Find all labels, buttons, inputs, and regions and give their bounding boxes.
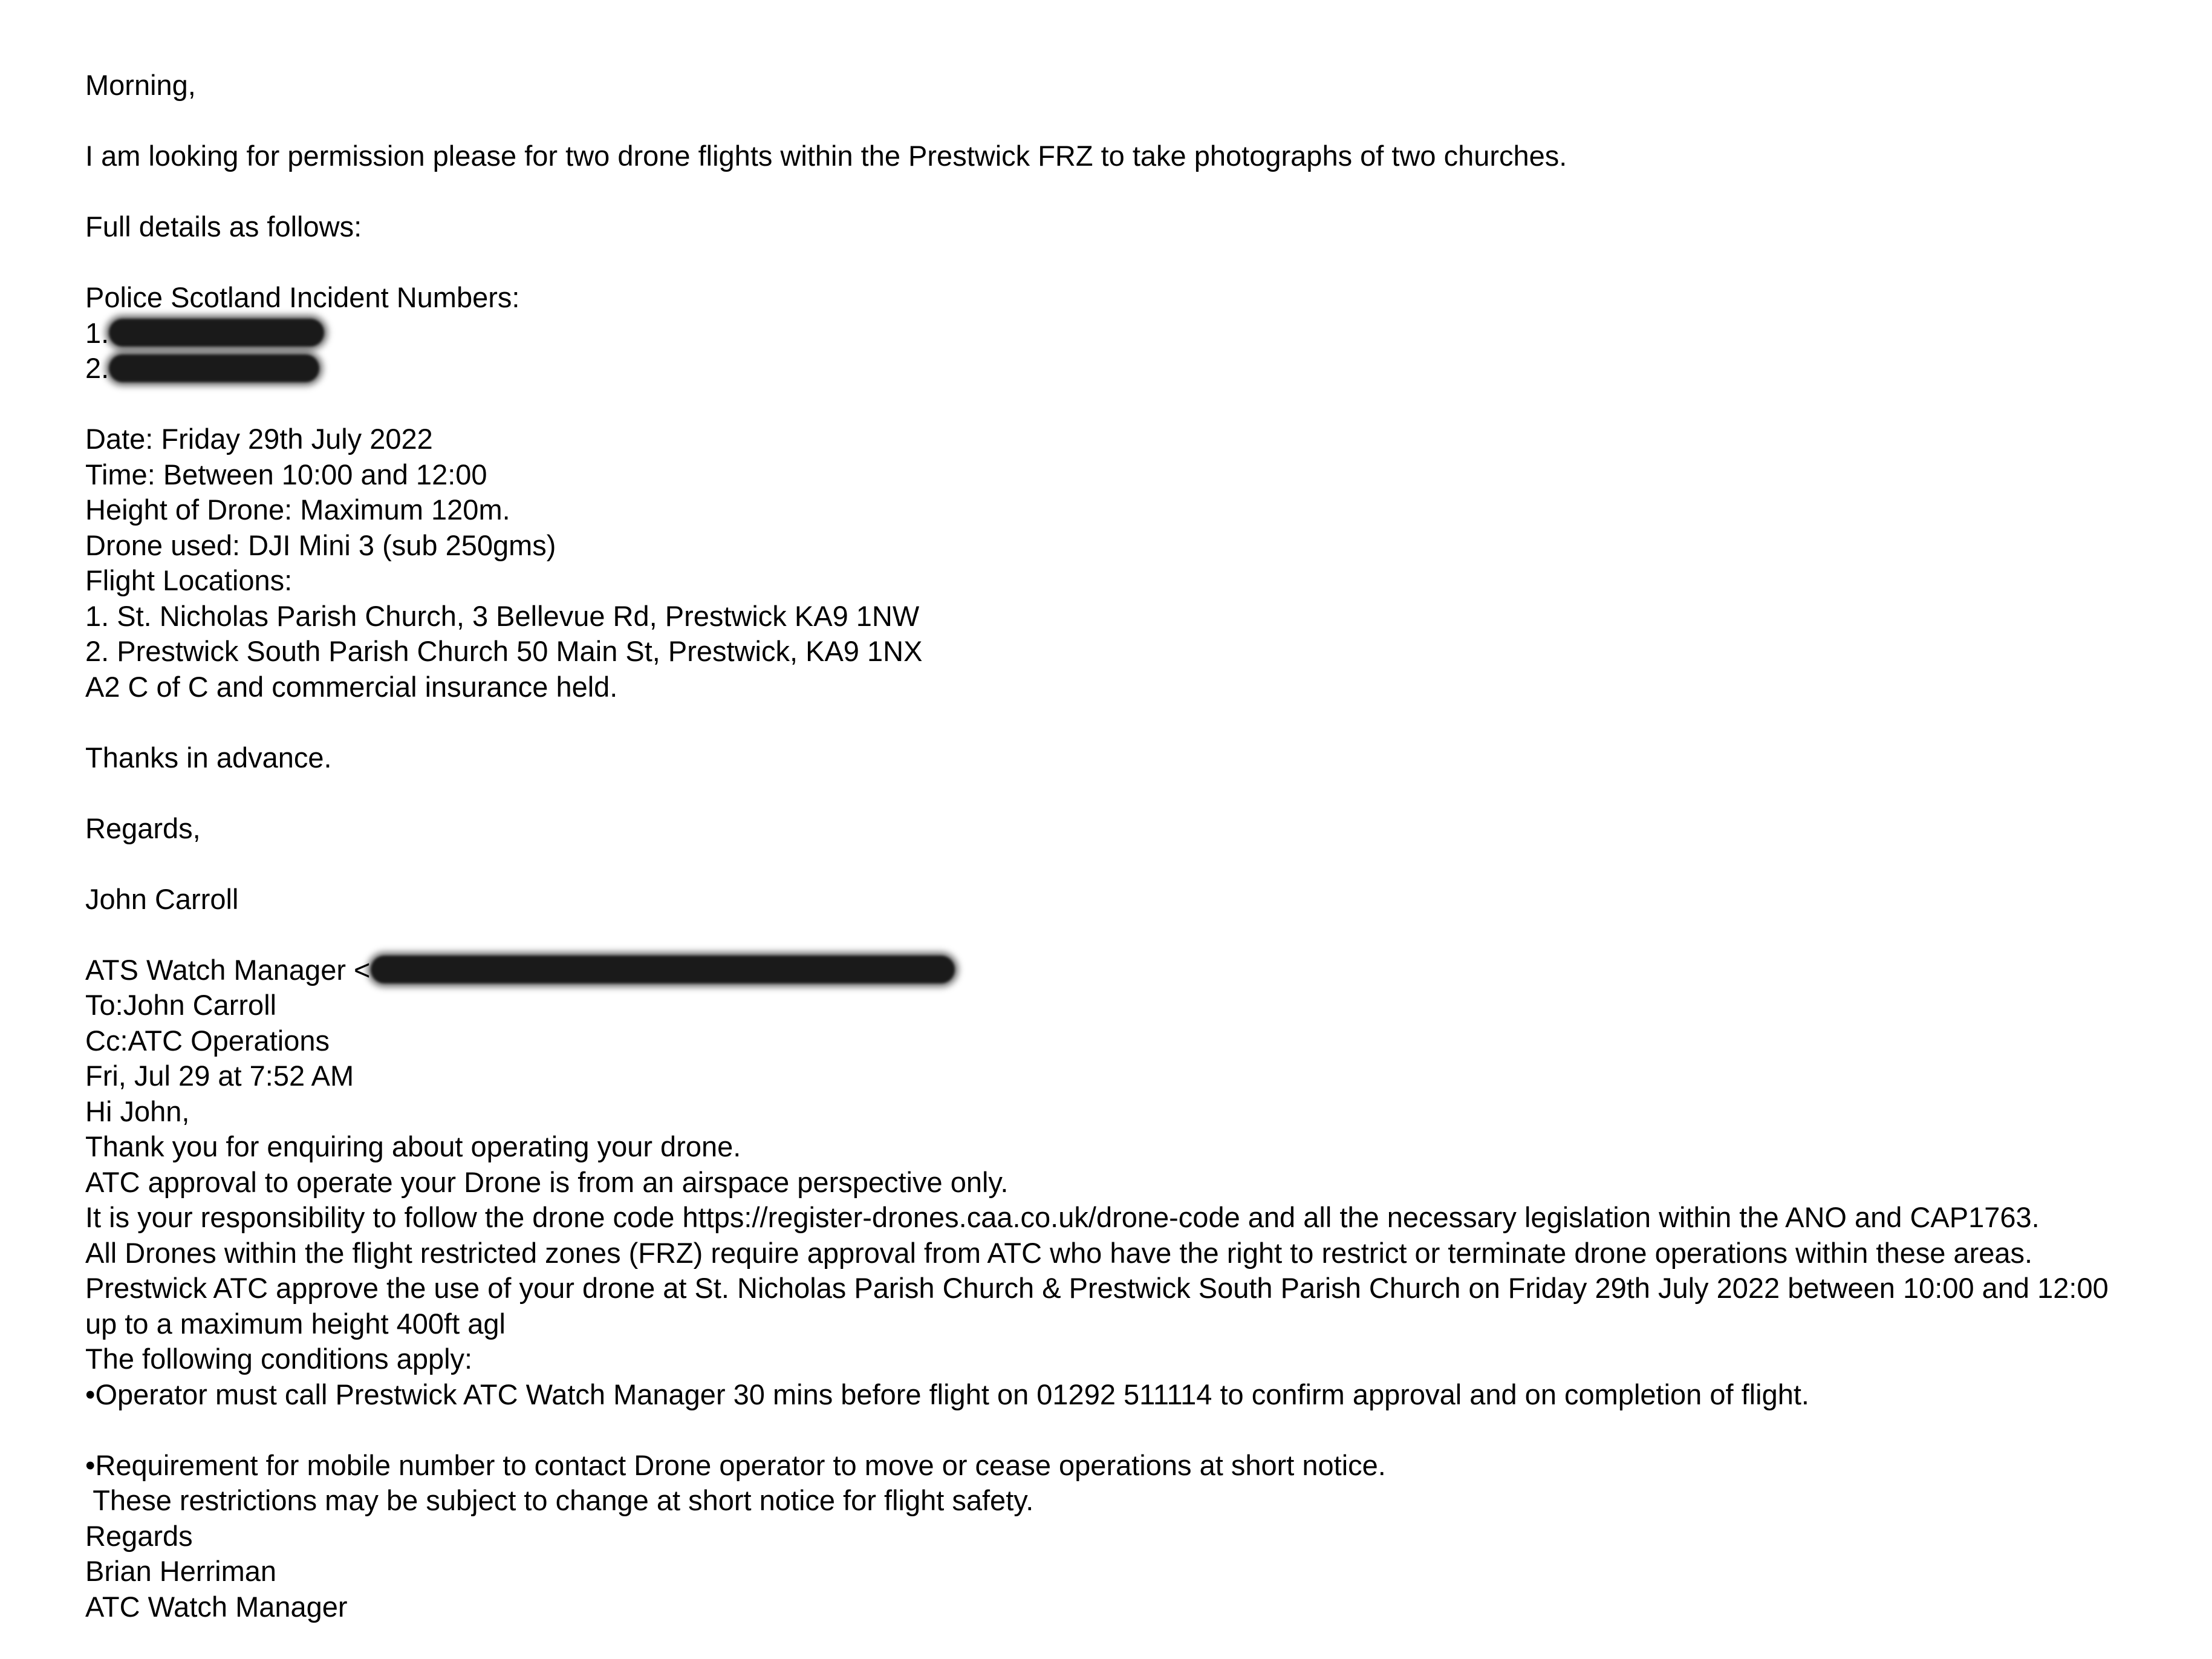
location-2: 2. Prestwick South Parish Church 50 Main St, Prestwick, KA9 1NX: [85, 635, 923, 667]
spacer: [85, 103, 2190, 139]
reply-line: All Drones within the flight restricted zones (FRZ) require approval from ATC who have the right to restrict or terminate drone operations within these areas.: [85, 1236, 2033, 1269]
reply-line: Prestwick ATC approve the use of your drone at St. Nicholas Parish Church & Prestwick South Parish Church on Friday 29th July 2022 between 10:00 and 12:00: [85, 1272, 2109, 1304]
condition-item: •Requirement for mobile number to contact Drone operator to move or cease operations at short notice.: [85, 1449, 1386, 1481]
regards: Regards,: [85, 812, 201, 844]
spacer: [85, 917, 2190, 953]
signature-name: John Carroll: [85, 882, 239, 915]
reply-signature-title: ATC Watch Manager: [85, 1590, 348, 1623]
spacer: [85, 174, 2190, 210]
insurance-note: A2 C of C and commercial insurance held.: [85, 670, 618, 703]
spacer: [85, 386, 2190, 422]
incident-2-prefix: 2.: [85, 352, 109, 384]
reply-signature-name: Brian Herriman: [85, 1555, 277, 1587]
redaction-mark: [371, 956, 955, 983]
incident-heading: Police Scotland Incident Numbers:: [85, 281, 520, 313]
conditions-heading: The following conditions apply:: [85, 1343, 473, 1375]
sender-name: ATS Watch Manager <: [85, 953, 371, 986]
spacer: [85, 846, 2190, 882]
drone-height: Height of Drone: Maximum 120m.: [85, 494, 510, 526]
incident-1-prefix: 1.: [85, 316, 109, 349]
restrictions-note: These restrictions may be subject to change at short notice for flight safety.: [85, 1484, 1034, 1516]
email-document: [85, 68, 2190, 1625]
details-intro: Full details as follows:: [85, 210, 362, 243]
reply-greeting: Hi John,: [85, 1095, 190, 1127]
locations-heading: Flight Locations:: [85, 564, 293, 596]
redaction-mark: [109, 354, 319, 382]
reply-line: up to a maximum height 400ft agl: [85, 1307, 506, 1340]
reply-regards: Regards: [85, 1519, 193, 1552]
reply-cc: Cc:ATC Operations: [85, 1024, 330, 1057]
spacer: [85, 245, 2190, 281]
spacer: [85, 775, 2190, 811]
reply-from: [85, 953, 2190, 988]
location-1: 1. St. Nicholas Parish Church, 3 Bellevue Rd, Prestwick KA9 1NW: [85, 599, 920, 632]
thanks: Thanks in advance.: [85, 741, 332, 774]
spacer: [85, 1412, 2190, 1448]
reply-to: To:John Carroll: [85, 989, 277, 1021]
incident-number-1: [85, 316, 2190, 351]
request-text: I am looking for permission please for two drone flights within the Prestwick FRZ to take photographs of two churches.: [85, 140, 1567, 172]
flight-date: Date: Friday 29th July 2022: [85, 423, 433, 455]
reply-line: Thank you for enquiring about operating your drone.: [85, 1130, 741, 1162]
reply-line: ATC approval to operate your Drone is from an airspace perspective only.: [85, 1165, 1009, 1198]
flight-time: Time: Between 10:00 and 12:00: [85, 458, 487, 491]
reply-line: It is your responsibility to follow the drone code https://register-drones.caa.co.uk/drone-code and all the necessary legislation within the ANO and CAP1763.: [85, 1201, 2040, 1233]
condition-item: •Operator must call Prestwick ATC Watch Manager 30 mins before flight on 01292 511114 to confirm approval and on completion of flight.: [85, 1378, 1809, 1410]
spacer: [85, 705, 2190, 740]
greeting: Morning,: [85, 69, 196, 101]
redaction-mark: [109, 319, 324, 347]
drone-model: Drone used: DJI Mini 3 (sub 250gms): [85, 529, 556, 561]
incident-number-2: [85, 351, 2190, 386]
reply-timestamp: Fri, Jul 29 at 7:52 AM: [85, 1060, 354, 1092]
